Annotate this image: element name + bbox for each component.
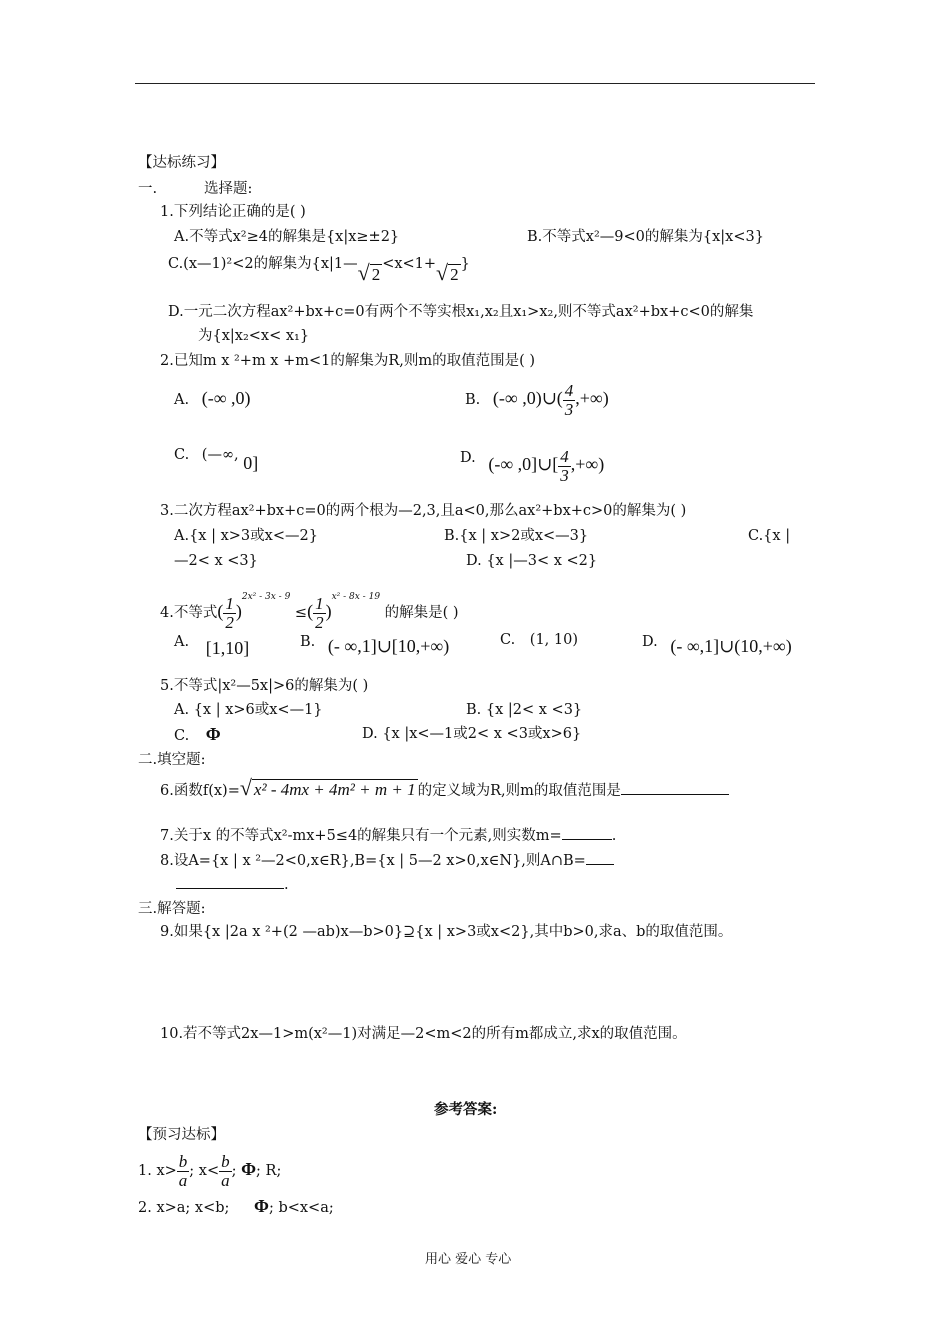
q4-c-text: (1, 10) [529,632,579,648]
q1-stem: 1.下列结论正确的是( ) [160,204,306,220]
q5-c-label: C. [174,728,190,744]
part1-title: 选择题: [204,181,253,197]
part1-number: 一. [138,181,158,197]
q4-stem-suffix: 的解集是( ) [384,605,459,621]
answer-line-2 [138,1196,334,1218]
q4-leq: ≤ [294,605,308,621]
q1-c-suffix: } [460,256,470,272]
q3-option-d: D. {x |—3< x <2} [466,553,598,569]
q8-text: 8.设A={x | x ²—2<0,x∈R},B={x | 5—2 x>0,x∈N},则A∩B= [160,853,586,869]
q4-option-c [500,630,578,650]
q2-c-label: C. [174,447,190,463]
q1-option-a: A.不等式x²≥4的解集是{x|x≥±2} [174,229,400,245]
q6-answer-blank[interactable] [621,780,729,795]
empty-set-symbol: Φ [205,724,221,744]
q7-answer-blank[interactable] [562,825,612,840]
answer-line-1: 1. x> $\frac{b}{a}$ ; x< $\frac{b}{a}$ ; Φ; R; [138,1151,282,1190]
section-title: 【达标练习】 [138,155,225,171]
answer-2-prefix: 2. x>a; x<b; [138,1200,230,1216]
q2-a-math: (-∞ ,0) [201,388,251,408]
q2-c-math: 0] [243,453,259,473]
q4-exponent-1: 2x² - 3x - 9 [241,592,291,602]
q2-d-label: D. [460,450,476,466]
q6-suffix: 的定义域为R,则m的取值范围是 [417,783,621,799]
q2-d-math-post: ,+∞) [570,454,605,474]
q4-c-label: C. [500,632,516,648]
q4-option-d [642,630,792,656]
q2-option-b [465,380,609,419]
part2-title: 二.填空题: [138,752,206,768]
sqrt-2: √ 2 [436,260,459,285]
answer-2-suffix: ; b<x<a; [268,1200,334,1216]
q2-option-a [174,388,251,410]
q5-option-a: A. {x | x>6或x<—1} [174,702,323,718]
q8-answer-blank-1[interactable] [586,850,614,865]
q2-b-label: B. [465,392,481,408]
q4-a-math: [1,10] [205,638,250,658]
q2-b-math-pre: (-∞ ,0)∪( [492,388,563,408]
q2-c-text: (—∞, [201,447,239,463]
q4-exponent-2: x² - 8x - 19 [331,592,381,602]
q4-stem: 4.不等式( $\frac{1}{2}$ )$^{2x^2 - 3x - 9}$ ≤( $\frac{1}{2}$ )$^{x^2 - 8x - 19}$ 的解集是( ) [160,592,459,632]
part3-title: 三.解答题: [138,901,206,917]
q1-option-c [168,254,470,286]
q1-c-mid: <x<1+ [382,256,437,272]
fraction-b-a: $\frac{b}{a}$ [221,1151,230,1190]
fraction-4-3: $\frac{4}{3}$ [564,380,574,419]
q4-option-a [174,630,250,658]
q4-a-label: A. [174,634,190,650]
fraction-1-2: $\frac{1}{2}$ [315,593,324,632]
answer-1-mid: ; x< [189,1163,220,1179]
q1-option-d-line2: 为{x|x₂<x< x₁} [198,328,310,344]
header-rule [135,83,815,84]
q3-option-c-line2: —2< x <3} [174,553,258,569]
q2-stem: 2.已知m x ²+m x +m<1的解集为R,则m的取值范围是( ) [160,353,536,369]
empty-set-symbol: Φ [254,1196,269,1216]
q8 [160,850,614,871]
answers-section: 【预习达标】 [138,1127,225,1143]
q3-option-c-line1: C.{x | [748,528,791,544]
page-footer: 用心 爱心 专心 [425,1252,512,1267]
q2-d-math-pre: (-∞ ,0]∪[ [488,454,559,474]
sqrt-2: √ 2 [357,260,381,285]
q8-answer-blank-2[interactable] [176,874,284,889]
q7-end: . [611,828,617,844]
q6 [160,775,729,801]
q2-option-c [174,443,259,473]
answer-1-prefix: 1. x> [138,1163,177,1179]
q7 [160,825,616,846]
q8-end: . [284,877,289,893]
q4-b-label: B. [300,634,316,650]
q4-d-label: D. [642,634,658,650]
answers-title: 参考答案: [434,1101,498,1118]
q8-continued [176,874,289,895]
q2-a-label: A. [174,392,190,408]
q5-stem: 5.不等式|x²—5x|>6的解集为( ) [160,678,369,694]
q2-option-d [460,440,604,485]
q4-option-b [300,630,450,656]
q3-option-b: B.{x | x>2或x<—3} [444,528,589,544]
q6-prefix: 6.函数f(x)= [160,783,240,799]
q1-option-d-line1: D.一元二次方程ax²+bx+c=0有两个不等实根x₁,x₂且x₁>x₂,则不等式ax²+bx+c<0的解集 [168,304,754,320]
answer-1-suffix: ; R; [256,1163,282,1179]
q4-stem-prefix: 4.不等式 [160,605,218,621]
fraction-4-3: $\frac{4}{3}$ [560,446,569,485]
q7-text: 7.关于x 的不等式x²-mx+5≤4的解集只有一个元素,则实数m= [160,828,562,844]
q1-option-b: B.不等式x²—9<0的解集为{x|x<3} [527,229,764,245]
q5-option-c [174,724,221,746]
q4-d-math: (- ∞,1]∪(10,+∞) [670,636,792,656]
q2-b-math-post: ,+∞) [575,388,609,408]
q5-option-d: D. {x |x<—1或2< x <3或x>6} [362,726,582,742]
q1-c-prefix: C.(x—1)²<2的解集为{x|1— [168,256,358,272]
fraction-b-a: $\frac{b}{a}$ [178,1151,188,1190]
q5-option-b: B. {x |2< x <3} [466,702,583,718]
q10: 10.若不等式2x—1>m(x²—1)对满足—2<m<2的所有m都成立,求x的取值范围。 [160,1026,687,1042]
fraction-1-2: $\frac{1}{2}$ [225,593,234,632]
empty-set-symbol: Φ [241,1159,257,1179]
q4-b-math: (- ∞,1]∪[10,+∞) [327,636,450,656]
q3-option-a: A.{x | x>3或x<—2} [174,528,318,544]
q3-stem: 3.二次方程ax²+bx+c=0的两个根为—2,3,且a<0,那么ax²+bx+c>0的解集为( ) [160,503,687,519]
q6-sqrt: √ x² - 4mx + 4m² + m + 1 [239,775,416,800]
q9: 9.如果{x |2a x ²+(2 —ab)x—b>0}⊇{x | x>3或x<2},其中b>0,求a、b的取值范围。 [160,924,733,940]
